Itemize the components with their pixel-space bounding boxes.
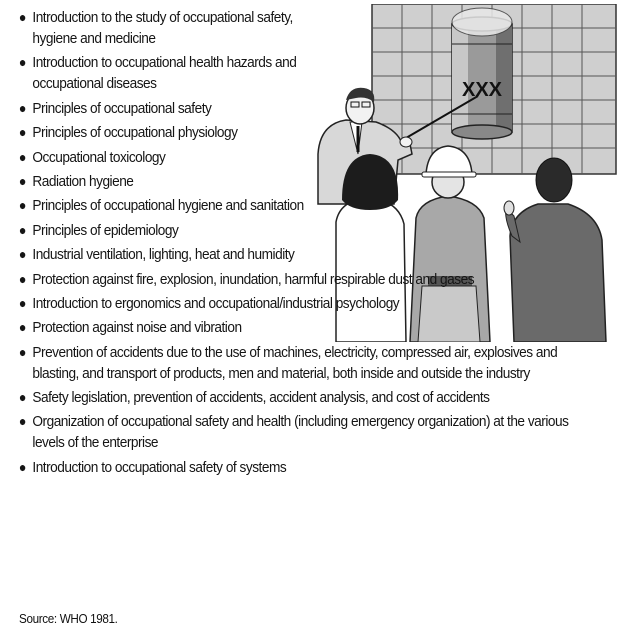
list-item: ● Introduction to ergonomics and occupational/industrial psychology (18, 294, 400, 312)
list-item: ● Radiation hygiene (18, 172, 134, 190)
list-item: ● Protection against fire, explosion, inundation, harmful respirable dust and gases (18, 270, 475, 288)
topic-list (18, 7, 618, 481)
list-item: ● Principles of epidemiology (18, 221, 179, 239)
list-item: ● Industrial ventilation, lighting, heat and humidity (18, 246, 295, 264)
bullet-icon: ● (18, 221, 27, 238)
list-item: ● Principles of occupational safety (18, 99, 212, 117)
source-note: Source: WHO 1981. (19, 611, 118, 626)
bullet-icon: ● (18, 148, 27, 165)
bullet-icon: ● (18, 9, 27, 25)
bullet-icon: ● (18, 246, 27, 263)
bullet-icon: ● (18, 54, 27, 71)
bullet-icon: ● (18, 458, 27, 475)
list-item: ● Prevention of accidents due to the use of machines, electricity, compressed air, explosives and blasting, and transport of products, men and material, both inside and outside the industry (18, 343, 558, 382)
list-item: ● Safety legislation, prevention of accidents, accident analysis, and cost of accidents (18, 389, 490, 407)
list-item: ● Principles of occupational hygiene and sanitation (18, 197, 304, 215)
list-item: ● Introduction to occupational health hazards and occupational diseases (18, 54, 297, 93)
list-item: ● Introduction to occupational safety of systems (18, 458, 287, 476)
bullet-icon: ● (18, 319, 27, 336)
bullet-icon: ● (18, 197, 27, 214)
list-item: ● Introduction to the study of occupational safety, hygiene and medicine (18, 9, 293, 47)
bullet-icon: ● (18, 270, 27, 287)
list-item: ● Principles of occupational physiology (18, 124, 238, 142)
bullet-icon: ● (18, 172, 27, 189)
bullet-icon: ● (18, 99, 27, 116)
bullet-icon: ● (18, 389, 27, 406)
bullet-icon: ● (18, 343, 27, 360)
list-item: ● Occupational toxicology (18, 148, 166, 166)
canister-label: XXX (461, 79, 503, 101)
list-item: ● Organization of occupational safety and health (including emergency organization) at the various levels of the enterprise (18, 413, 569, 452)
bullet-icon: ● (18, 124, 27, 141)
bullet-icon: ● (18, 294, 27, 311)
bullet-icon: ● (18, 413, 27, 430)
list-item: ● Protection against noise and vibration (18, 319, 242, 337)
